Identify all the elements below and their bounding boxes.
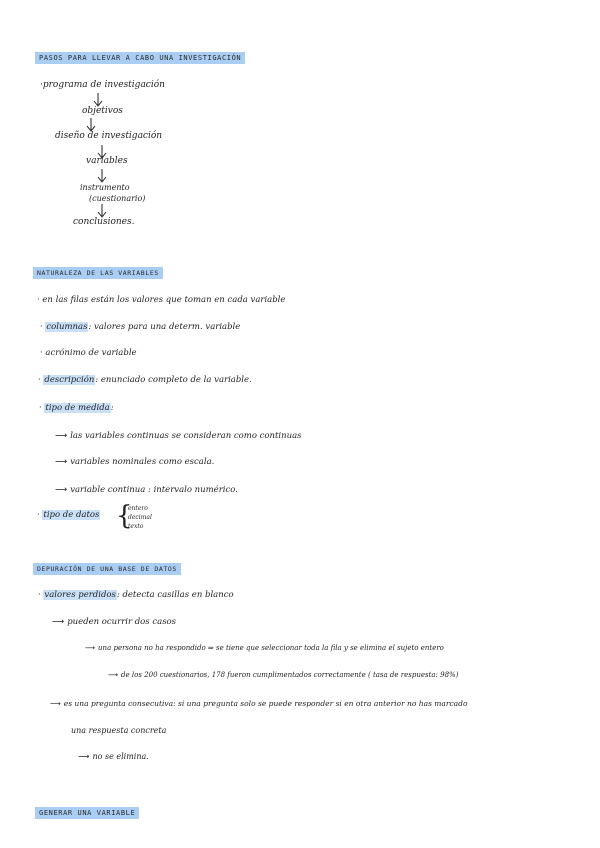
flow-step-programa: ·programa de investigación <box>40 80 165 90</box>
dep-line-valores-text: : detecta casillas en blanco <box>116 590 234 600</box>
arrow-right-icon: ⟶ <box>85 644 96 652</box>
term-columnas: columnas <box>46 322 88 332</box>
section-heading-depuracion: DEPURACIÓN DE UNA BASE DE DATOS <box>33 563 181 575</box>
flow-step-instrumento: instrumento <box>80 183 130 192</box>
arrow-down-icon <box>86 118 96 132</box>
flow-step-cuestionario: (cuestionario) <box>89 194 146 203</box>
dep-line-dos-casos <box>52 617 176 627</box>
nat-line-columnas-text: : valores para una determ. variable <box>88 322 241 332</box>
arrow-right-icon: ⟶ <box>55 457 68 467</box>
data-type-decimal: decimal <box>128 514 152 521</box>
dep-line-consecutiva <box>50 699 467 708</box>
arrow-right-icon: ⟶ <box>78 752 90 761</box>
section-heading-generar: GENERAR UNA VARIABLE <box>35 807 139 819</box>
nat-line-nominales-text: variables nominales como escala. <box>70 457 215 467</box>
section-heading-investigation: PASOS PARA LLEVAR A CABO UNA INVESTIGACIÓN <box>35 52 245 64</box>
dep-line-dos-casos-text: pueden ocurrir dos casos <box>67 617 177 627</box>
dep-line-no-elimina-text: no se elimina. <box>92 752 149 761</box>
arrow-right-icon: ⟶ <box>50 699 61 708</box>
term-tipo-medida: tipo de medida <box>45 403 110 413</box>
nat-line-continuas <box>55 431 302 441</box>
data-type-texto: texto <box>128 523 144 530</box>
nat-line-descripcion: · descripción: enunciado completo de la variable. <box>38 375 252 385</box>
nat-line-filas: · en las filas están los valores que toman en cada variable <box>37 295 286 305</box>
nat-line-descripcion-text: : enunciado completo de la variable. <box>95 375 252 385</box>
flow-step-conclusiones: conclusiones. <box>73 217 135 227</box>
nat-line-continuas-text: las variables continuas se consideran como continuas <box>70 431 302 441</box>
arrow-right-icon: ⟶ <box>108 671 119 679</box>
dep-line-consecutiva-text: es una pregunta consecutiva: si una pregunta solo se puede responder si en otra anterior no has marcado <box>63 699 468 708</box>
nat-line-tipo-medida: · tipo de medida: <box>39 403 114 413</box>
arrow-right-icon: ⟶ <box>52 617 65 627</box>
arrow-right-icon: ⟶ <box>55 485 68 495</box>
dep-line-persona <box>85 644 444 652</box>
dep-line-cuestionarios-text: de los 200 cuestionarios, 178 fueron cumplimentados correctamente ( tasa de respuesta: 98%) <box>121 671 459 679</box>
flow-step-variables: variables <box>86 156 128 166</box>
term-tipo-datos: tipo de datos <box>43 510 100 520</box>
brace-glyph: { <box>116 501 133 531</box>
nat-line-intervalo-text: variable continua : intervalo numérico. <box>70 485 238 495</box>
dep-line-no-elimina <box>78 752 149 761</box>
term-descripcion: descripción <box>44 375 95 385</box>
nat-line-columnas: · columnas: valores para una determ. variable <box>40 322 241 332</box>
nat-line-tipo-datos: · tipo de datos <box>37 510 100 520</box>
nat-line-intervalo <box>55 485 238 495</box>
flow-step-objetivos: objetivos <box>82 106 123 116</box>
nat-line-acronimo: · acrónimo de variable <box>40 348 137 358</box>
dep-line-persona-text: una persona no ha respondido ⇒ se tiene que seleccionar toda la fila y se elimina el sujeto entero <box>98 644 444 652</box>
nat-line-tipo-medida-colon: : <box>110 403 114 413</box>
term-valores-perdidos: valores perdidos <box>44 590 116 600</box>
arrow-down-icon <box>97 204 107 218</box>
data-type-entero: entero <box>128 505 148 512</box>
arrow-down-icon <box>97 169 107 183</box>
flow-step-diseno: diseño de investigación <box>55 131 163 141</box>
arrow-right-icon: ⟶ <box>55 431 68 441</box>
dep-line-cuestionarios <box>108 671 458 679</box>
nat-line-nominales <box>55 457 214 467</box>
dep-line-respuesta: una respuesta concreta <box>71 726 167 735</box>
arrow-down-icon <box>93 93 103 107</box>
section-heading-variables: NATURALEZA DE LAS VARIABLES <box>33 267 163 279</box>
dep-line-valores-perdidos: · valores perdidos: detecta casillas en blanco <box>38 590 234 600</box>
